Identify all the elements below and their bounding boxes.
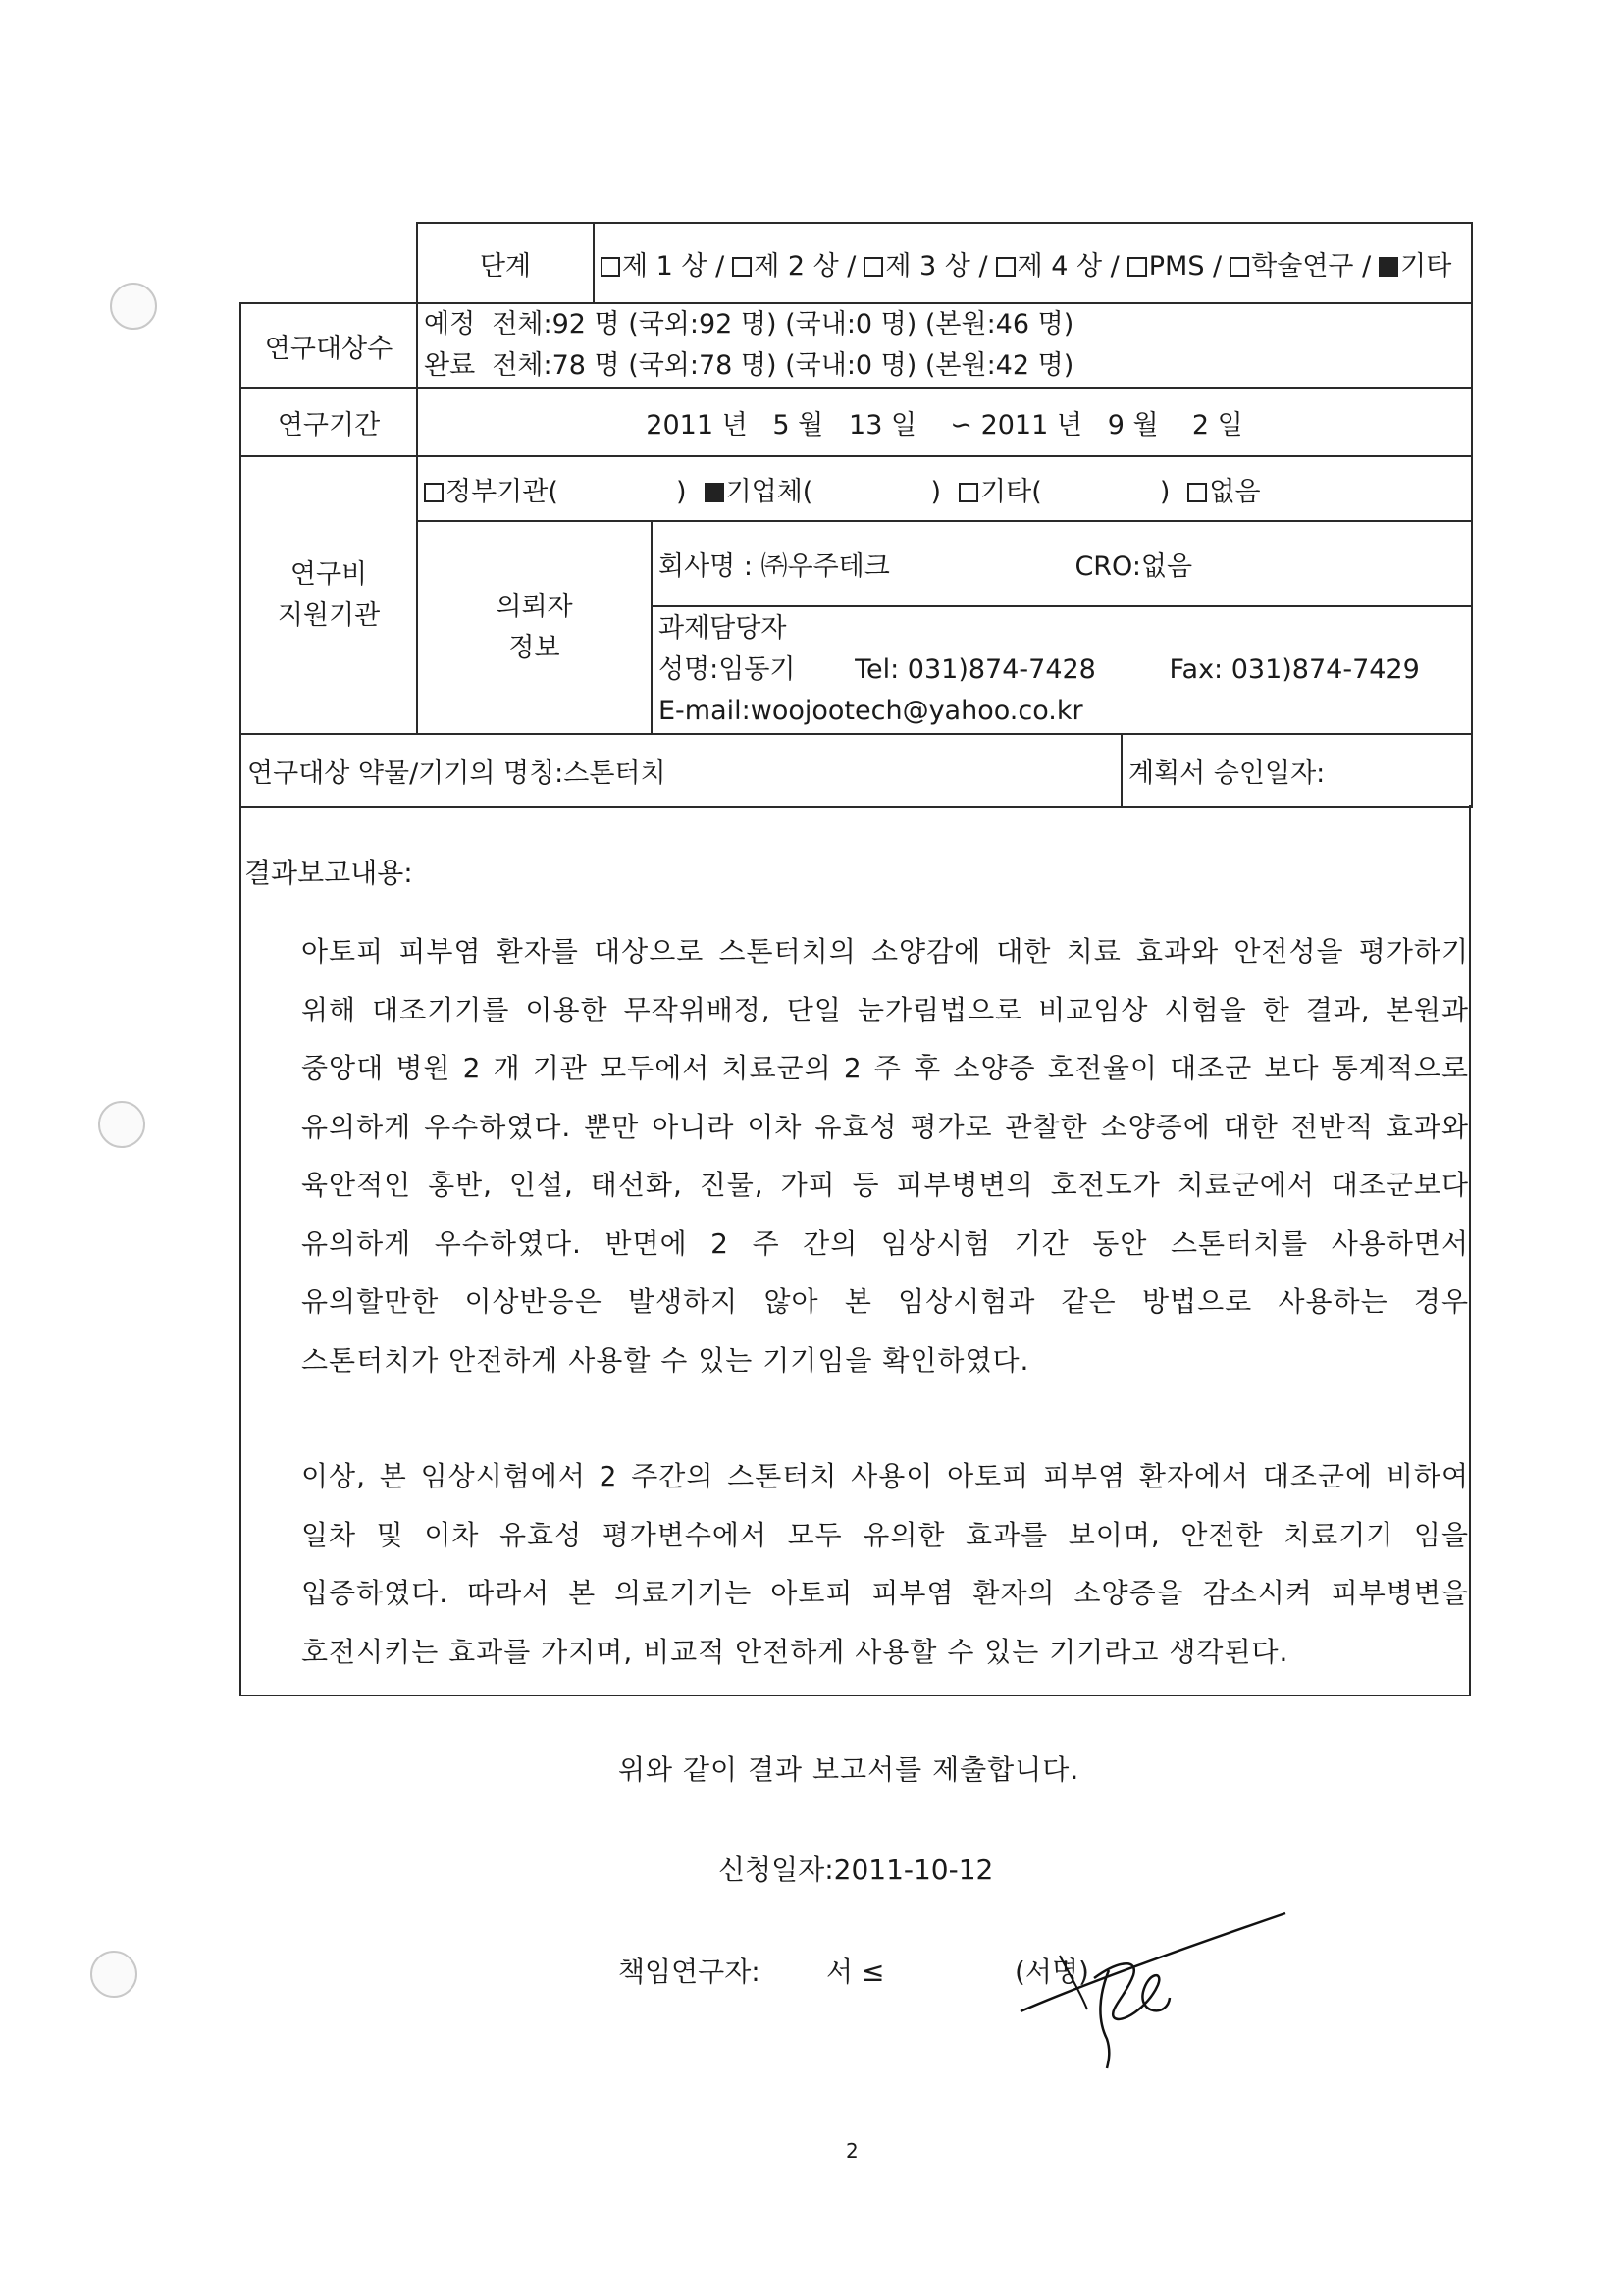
report-line: 유의할만한 이상반응은 발생하지 않아 본 임상시험과 같은 방법으로 사용하는 경우 bbox=[301, 1285, 1469, 1318]
report-paragraph-1 bbox=[301, 922, 1469, 1389]
company-row bbox=[240, 521, 1472, 606]
stage-options bbox=[594, 223, 1472, 303]
application-date: 신청일자:2011-10-12 bbox=[718, 1853, 994, 1886]
company-name: 회사명 : ㈜우주테크 bbox=[658, 551, 890, 582]
stage-option-label: 기타 bbox=[1400, 250, 1452, 282]
report-paragraph-2 bbox=[301, 1447, 1469, 1681]
report-line: 육안적인 홍반, 인설, 태선화, 진물, 가피 등 피부병변의 호전도가 치료군에서 대조군보다 bbox=[301, 1169, 1469, 1201]
report-line: 중앙대 병원 2 개 기관 모두에서 치료군의 2 주 후 소양증 호전율이 대조군 보다 통계적으로 bbox=[301, 1052, 1469, 1084]
report-border-bottom bbox=[239, 1695, 1471, 1696]
funding-option-label: 기타( ) bbox=[980, 476, 1171, 507]
funding-option-label: 정부기관( ) bbox=[445, 476, 687, 507]
report-line: 위해 대조기기를 이용한 무작위배정, 단일 눈가림법으로 비교임상 시험을 한 결과, 본원과 bbox=[301, 993, 1469, 1026]
report-line: 스톤터치가 안전하게 사용할 수 있는 기기임을 확인하였다. bbox=[301, 1343, 1030, 1377]
manager-title: 과제담당자 bbox=[658, 613, 787, 644]
stage-option-label: 제 3 상 / bbox=[885, 250, 988, 282]
funding-option-label: 없음 bbox=[1209, 476, 1261, 507]
stage-option-label: 제 4 상 / bbox=[1017, 250, 1120, 282]
device-name: 연구대상 약물/기기의 명칭:스톤터치 bbox=[240, 734, 1122, 807]
checkbox-icon[interactable] bbox=[1379, 257, 1398, 277]
punch-hole-bottom bbox=[90, 1951, 137, 1998]
funding-label bbox=[240, 456, 417, 734]
signature bbox=[1001, 1902, 1315, 2078]
manager-cell bbox=[652, 606, 1472, 734]
period-row bbox=[240, 388, 1472, 456]
punch-hole-top bbox=[110, 283, 157, 330]
stage-option-label: 학술연구 / bbox=[1251, 250, 1372, 282]
subjects-completed: 완료 전체:78 명 (국외:78 명) (국내:0 명) (본원:42 명) bbox=[424, 350, 1074, 381]
checkbox-icon[interactable] bbox=[424, 483, 444, 502]
stage-option[interactable] bbox=[601, 251, 724, 282]
funding-options bbox=[417, 456, 1472, 521]
device-row bbox=[240, 734, 1472, 807]
company-cell bbox=[652, 521, 1472, 606]
stage-option[interactable] bbox=[1379, 251, 1451, 282]
stage-option[interactable] bbox=[1230, 251, 1371, 282]
researcher-label: 책임연구자: bbox=[618, 1956, 760, 1988]
checkbox-icon[interactable] bbox=[732, 257, 752, 277]
checkbox-icon[interactable] bbox=[959, 483, 978, 502]
requester-label-line2: 정보 bbox=[508, 632, 560, 663]
report-line: 유의하게 우수하였다. 반면에 2 주 간의 임상시험 기간 동안 스톤터치를 사용하면서 bbox=[301, 1226, 1469, 1260]
subjects-label: 연구대상수 bbox=[240, 303, 417, 388]
checkbox-icon[interactable] bbox=[1230, 257, 1249, 277]
funding-option[interactable] bbox=[705, 477, 941, 507]
funding-option[interactable] bbox=[1187, 477, 1260, 507]
checkbox-icon[interactable] bbox=[601, 257, 620, 277]
report-line: 입증하였다. 따라서 본 의료기기는 아토피 피부염 환자의 소양증을 감소시켜 피부병변을 bbox=[301, 1577, 1469, 1609]
subjects-values bbox=[417, 303, 1472, 388]
research-info-table bbox=[239, 222, 1473, 808]
funding-row bbox=[240, 456, 1472, 521]
funding-option[interactable] bbox=[424, 477, 687, 507]
manager-email: E-mail:woojootech@yahoo.co.kr bbox=[658, 696, 1083, 726]
report-line: 유의하게 우수하였다. 뿐만 아니라 이차 유효성 평가로 관찰한 소양증에 대한 전반적 효과와 bbox=[301, 1110, 1469, 1143]
checkbox-icon[interactable] bbox=[864, 257, 883, 277]
checkbox-icon[interactable] bbox=[1127, 257, 1147, 277]
stage-option-label: PMS / bbox=[1148, 250, 1223, 282]
page-number: 2 bbox=[846, 2139, 859, 2163]
blank-cell bbox=[240, 223, 417, 303]
subjects-row bbox=[240, 303, 1472, 388]
stage-option-label: 제 1 상 / bbox=[622, 250, 725, 282]
manager-contact bbox=[658, 650, 1465, 691]
approval-date: 계획서 승인일자: bbox=[1122, 734, 1472, 807]
stage-option[interactable] bbox=[864, 251, 987, 282]
funding-option[interactable] bbox=[959, 477, 1170, 507]
researcher-name: 서 ≤ bbox=[826, 1956, 885, 1988]
stage-option[interactable] bbox=[732, 251, 856, 282]
report-line: 호전시키는 효과를 가지며, 비교적 안전하게 사용할 수 있는 기기라고 생각된다. bbox=[301, 1635, 1289, 1668]
funding-label-line1: 연구비 bbox=[289, 558, 368, 590]
manager-tel: Tel: 031)874-7428 bbox=[855, 654, 1096, 685]
subjects-planned: 예정 전체:92 명 (국외:92 명) (국내:0 명) (본원:46 명) bbox=[424, 309, 1074, 339]
checkbox-icon[interactable] bbox=[996, 257, 1016, 277]
report-line: 아토피 피부염 환자를 대상으로 스톤터치의 소양감에 대한 치료 효과와 안전성을 평가하기 bbox=[301, 935, 1469, 967]
submit-statement: 위와 같이 결과 보고서를 제출합니다. bbox=[618, 1753, 1080, 1786]
stage-option[interactable] bbox=[1127, 251, 1222, 282]
requester-label bbox=[417, 521, 652, 734]
report-line: 이상, 본 임상시험에서 2 주간의 스톤터치 사용이 아토피 피부염 환자에서 대조군에 비하여 bbox=[301, 1460, 1469, 1492]
checkbox-icon[interactable] bbox=[705, 483, 724, 502]
report-heading: 결과보고내용: bbox=[244, 857, 413, 889]
report-border-right bbox=[1469, 805, 1471, 1696]
stage-row bbox=[240, 223, 1472, 303]
stage-option-label: 제 2 상 / bbox=[754, 250, 857, 282]
requester-label-line1: 의뢰자 bbox=[496, 591, 573, 622]
report-border-left bbox=[239, 805, 241, 1696]
sign-label: (서명) bbox=[1015, 1956, 1089, 1988]
report-line: 일차 및 이차 유효성 평가변수에서 모두 유의한 효과를 보이며, 안전한 치료기기 임을 bbox=[301, 1518, 1469, 1551]
cro: CRO:없음 bbox=[1074, 551, 1193, 582]
manager-name: 성명:임동기 bbox=[658, 654, 796, 685]
stage-label: 단계 bbox=[417, 223, 594, 303]
funding-label-line2: 지원기관 bbox=[277, 600, 381, 631]
funding-option-label: 기업체( ) bbox=[725, 476, 942, 507]
period-value: 2011 년 5 월 13 일 ∽ 2011 년 9 월 2 일 bbox=[417, 388, 1472, 456]
manager-fax: Fax: 031)874-7429 bbox=[1169, 654, 1420, 685]
period-label: 연구기간 bbox=[240, 388, 417, 456]
checkbox-icon[interactable] bbox=[1187, 483, 1207, 502]
punch-hole-middle bbox=[98, 1101, 145, 1148]
stage-option[interactable] bbox=[996, 251, 1120, 282]
